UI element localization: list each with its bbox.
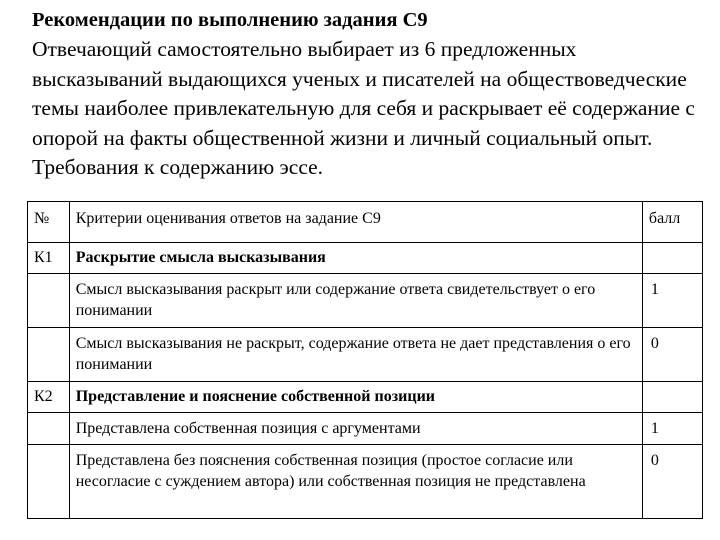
criterion-code: К1 (28, 243, 70, 274)
row-text: Смысл высказывания раскрыт или содержание ответа свидетельствует о его понимании (69, 274, 642, 328)
table-row (28, 445, 703, 519)
row-number-empty (28, 445, 70, 519)
row-text: Смысл высказывания не раскрыт, содержание ответа не дает представления о его понимании (69, 328, 642, 382)
row-text: Представлена собственная позиция с аргументами (69, 413, 642, 445)
criterion-title: Представление и пояснение собственной позиции (69, 382, 642, 413)
criterion-score-empty (642, 382, 702, 413)
row-number-empty (28, 328, 70, 382)
row-score-value: 0 (650, 452, 659, 469)
header-score: балл (642, 202, 702, 243)
criterion-group-row-k1 (28, 243, 703, 274)
row-score-value: 0 (650, 335, 659, 352)
criterion-title: Раскрытие смысла высказывания (69, 243, 642, 274)
header-number: № (28, 202, 70, 243)
row-number-empty (28, 274, 70, 328)
header-criteria: Критерии оценивания ответов на задание С9 (69, 202, 642, 243)
criterion-score-empty (642, 243, 702, 274)
row-score (642, 274, 702, 328)
page-title: Рекомендации по выполнению задания С9 (32, 9, 428, 31)
row-score (642, 328, 702, 382)
table-row (28, 328, 703, 382)
row-score (642, 445, 702, 519)
table-row (28, 413, 703, 445)
table-header-row (28, 202, 703, 243)
criterion-code: К2 (28, 382, 70, 413)
criterion-group-row-k2 (28, 382, 703, 413)
row-number-empty (28, 413, 70, 445)
intro-paragraph: Отвечающий самостоятельно выбирает из 6 предложенных высказываний выдающихся ученых и писателей на обществоведческие темы наиболее привлекательную для себя и раскрывает её содержание с опорой на факты общественной жизни и личный социальный опыт. Требования к содержанию эссе. (32, 37, 695, 179)
row-score-value: 1 (650, 281, 659, 298)
row-score (642, 413, 702, 445)
row-text: Представлена без пояснения собственная позиция (простое согласие или несогласие с суждением автора) или собственная позиция не представлена (69, 445, 642, 519)
table-row (28, 274, 703, 328)
row-score-value: 1 (650, 420, 659, 437)
criteria-table (27, 201, 703, 519)
